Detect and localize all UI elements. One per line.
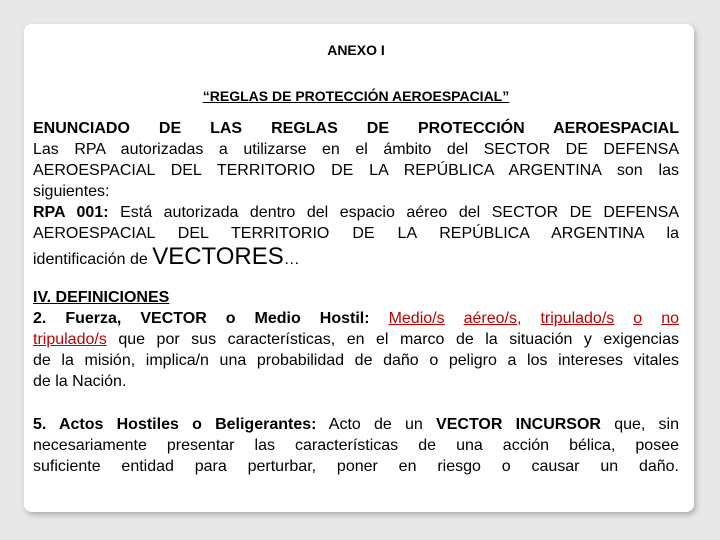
enunciado-line-3: siguientes: [33,183,110,200]
def-2-red-4: o [633,310,643,327]
def-2-red-6: tripulado/s [33,331,107,348]
def-5-text-2: que, sin [600,416,680,433]
enunciado-heading: ENUNCIADO DE LAS REGLAS DE PROTECCIÓN AEROESPACIAL [33,120,679,137]
vectores-term: VECTORES [152,243,284,270]
vector-incursor-term: VECTOR INCURSOR [436,416,601,433]
def-5-label: 5. Actos Hostiles o Beligerantes: [33,416,317,433]
rpa-001-line-3 [33,244,679,273]
ellipsis: … [283,251,300,268]
annex-title: ANEXO I [327,42,385,58]
def-2-red-3: tripulado/s [540,310,615,327]
enunciado-line-2: AEROESPACIAL DEL TERRITORIO DE LA REPÚBLICA ARGENTINA son las [33,162,679,179]
rpa-001-line-1 [33,202,679,223]
definiciones-heading: IV. DEFINICIONES [33,289,170,306]
def-2-label: 2. Fuerza, VECTOR o Medio Hostil: [33,310,370,327]
def-5-text-1: Acto de un [316,416,437,433]
def-2-line-1 [33,308,679,329]
rpa-001-text-1: Está autorizada dentro del espacio aéreo del SECTOR DE DEFENSA [108,204,679,221]
document-content [33,40,679,477]
def-2-line-3: de la misión, implica/n una probabilidad de daño o peligro a los intereses vitales [33,352,679,369]
enunciado-line-1: Las RPA autorizadas a utilizarse en el ámbito del SECTOR DE DEFENSA [33,141,679,158]
definiciones-section [33,287,679,477]
def-5-line-3: suficiente entidad para perturbar, poner en riesgo o causar un daño. [33,458,679,475]
rpa-001-line-2: AEROESPACIAL DEL TERRITORIO DE LA REPÚBLICA ARGENTINA la [33,225,679,242]
def-2-line-4: de la Nación. [33,373,127,390]
enunciado-section [33,118,679,202]
def-2-red-2: aéreo/s, [463,310,522,327]
document-title: “REGLAS DE PROTECCIÓN AEROESPACIAL” [202,88,510,104]
rpa-001-text-3: identificación de [33,251,153,268]
def-5-line-1 [33,414,679,435]
def-2-red-5: no [661,310,679,327]
def-2-text-2: que por sus características, en el marco de la situación y exigencias [106,331,679,348]
rpa-001-section [33,202,679,273]
def-2-red-1: Medio/s [388,310,445,327]
rpa-001-label: RPA 001: [33,204,109,221]
document-page [24,24,694,512]
def-5-line-2: necesariamente presentar las características de una acción bélica, posee [33,437,679,454]
def-2-line-2 [33,329,679,350]
